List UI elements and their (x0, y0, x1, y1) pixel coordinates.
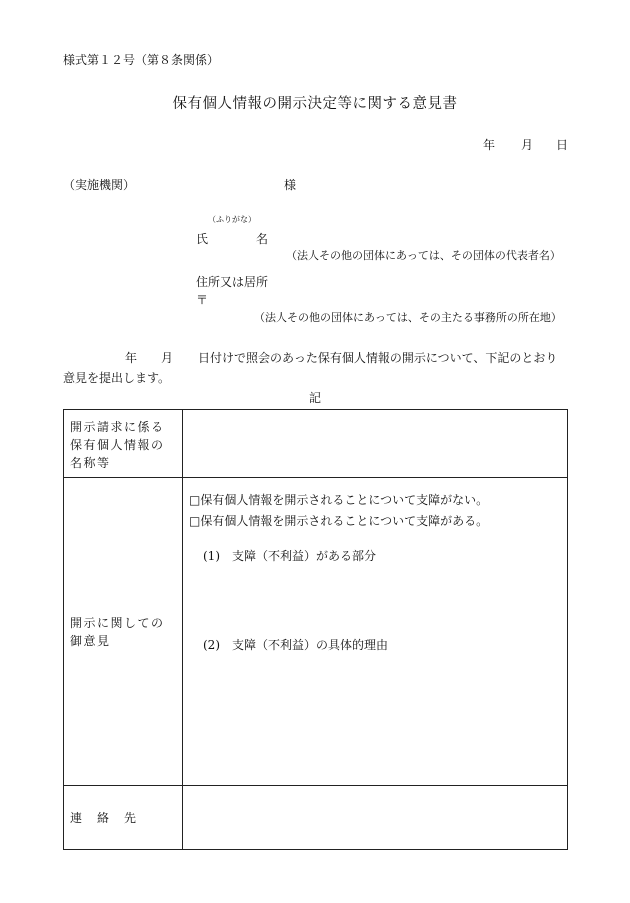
agency-label: （実施機関） (63, 178, 136, 192)
statement-line-2: 意見を提出します。 (63, 371, 171, 385)
name-note: （法人その他の団体にあっては、その団体の代表者名） (286, 249, 561, 262)
statement-year: 年 (125, 351, 138, 365)
postal-mark: 〒 (196, 293, 209, 307)
statement-line-1: 日付けで照会のあった保有個人情報の開示について、下記のとおり (198, 351, 558, 365)
info-name-value-cell[interactable] (183, 410, 568, 478)
objection-reason-item: (2) 支障（不利益）の具体的理由 (203, 638, 388, 652)
objection-part-item: (1) 支障（不利益）がある部分 (203, 549, 376, 563)
contact-label: 連 絡 先 (70, 810, 138, 825)
date-day-label: 日 (556, 138, 569, 152)
option-no-objection-checkbox[interactable]: □保有個人情報を開示されることについて支障がない。 (189, 493, 489, 507)
honorific-label: 様 (284, 178, 297, 192)
table-row (64, 786, 568, 850)
opinion-value-cell (183, 478, 568, 786)
contact-value-cell[interactable] (183, 786, 568, 850)
contact-label-cell (64, 786, 183, 850)
opinion-options (183, 478, 567, 656)
table-row (64, 478, 568, 786)
opinion-form-table (63, 409, 568, 850)
address-note: （法人その他の団体にあっては、その主たる事務所の所在地） (254, 311, 562, 324)
option-objection-checkbox[interactable]: □保有個人情報を開示されることについて支障がある。 (189, 514, 489, 528)
info-name-label-cell (64, 410, 183, 478)
form-number: 様式第１２号（第８条関係） (63, 53, 220, 67)
address-label: 住所又は居所 (196, 275, 269, 289)
name-label-first: 氏 (196, 232, 209, 246)
furigana-label: （ふりがな） (208, 215, 256, 224)
table-row (64, 410, 568, 478)
opinion-label: 開示に関しての御意見 (70, 615, 165, 648)
ki-heading: 記 (309, 391, 322, 405)
statement-month: 月 (161, 351, 174, 365)
date-month-label: 月 (521, 138, 534, 152)
document-title: 保有個人情報の開示決定等に関する意見書 (172, 96, 458, 112)
name-label-second: 名 (256, 232, 269, 246)
info-name-label: 開示請求に係る保有個人情報の名称等 (70, 420, 165, 470)
opinion-label-cell (64, 478, 183, 786)
date-year-label: 年 (483, 138, 496, 152)
